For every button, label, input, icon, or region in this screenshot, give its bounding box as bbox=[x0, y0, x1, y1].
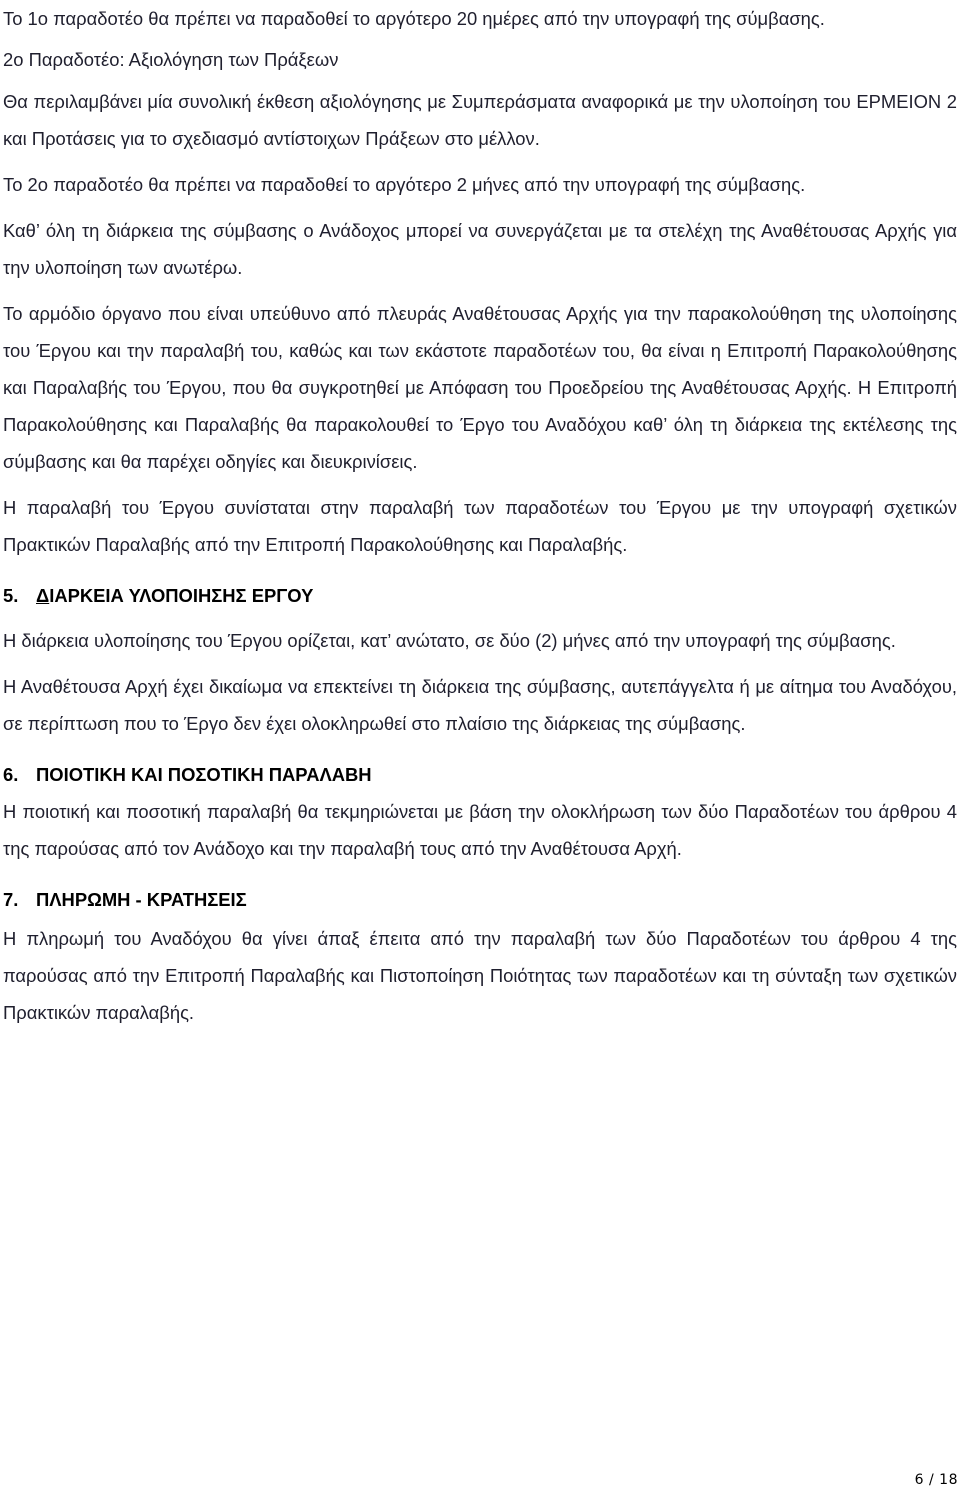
section-5-heading bbox=[3, 577, 957, 614]
section-7-title: ΠΛΗΡΩΜΗ - ΚΡΑΤΗΣΕΙΣ bbox=[36, 889, 247, 910]
paragraph-acceptance: Η παραλαβή του Έργου συνίσταται στην παραλαβή των παραδοτέων του Έργου με την υπογραφή σχετικών Πρακτικών Παραλαβής από την Επιτροπή Παρακολούθησης και Παραλαβής. bbox=[3, 497, 957, 555]
paragraph-deliverable-2-description: Θα περιλαμβάνει μία συνολική έκθεση αξιολόγησης με Συμπεράσματα αναφορικά με την υλοποίηση του ΕΡΜΕΙΟΝ 2 και Προτάσεις για το σχεδιασμό αντίστοιχων Πράξεων στο μέλλον. bbox=[3, 91, 957, 149]
section-6-number: 6. bbox=[3, 764, 19, 785]
paragraph-deliverable-2-deadline: Το 2ο παραδοτέο θα πρέπει να παραδοθεί το αργότερο 2 μήνες από την υπογραφή της σύμβασης. bbox=[3, 174, 806, 195]
section-6-title: ΠΟΙΟΤΙΚΗ ΚΑΙ ΠΟΣΟΤΙΚΗ ΠΑΡΑΛΑΒΗ bbox=[36, 764, 372, 785]
section-5-number: 5. bbox=[3, 585, 19, 606]
paragraph-deliverable-1-deadline: Το 1ο παραδοτέο θα πρέπει να παραδοθεί το αργότερο 20 ημέρες από την υπογραφή της σύμβασης. bbox=[3, 8, 825, 29]
paragraph-deliverable-2-title: 2ο Παραδοτέο: Αξιολόγηση των Πράξεων bbox=[3, 49, 339, 70]
section-5-title-initial: Δ bbox=[36, 585, 50, 606]
paragraph-cooperation: Καθ’ όλη τη διάρκεια της σύμβασης ο Ανάδοχος μπορεί να συνεργάζεται με τα στελέχη της Αναθέτουσας Αρχής για την υλοποίηση των ανωτέρω. bbox=[3, 220, 957, 278]
paragraph-quality-acceptance: Η ποιοτική και ποσοτική παραλαβή θα τεκμηριώνεται με βάση την ολοκλήρωση των δύο Παραδοτέων του άρθρου 4 της παρούσας από τον Ανάδοχο και την παραλαβή τους από την Αναθέτουσα Αρχή. bbox=[3, 801, 957, 859]
paragraph-monitoring-committee: Το αρμόδιο όργανο που είναι υπεύθυνο από πλευράς Αναθέτουσας Αρχής για την παρακολούθηση της υλοποίησης του Έργου και την παραλαβή του, καθώς και των εκάστοτε παραδοτέων του, θα είναι η Επιτροπή Παρακολούθησης και Παραλαβής του Έργου, που θα συγκροτηθεί με Απόφαση του Προεδρείου της Αναθέτουσας Αρχής. Η Επιτροπή Παρακολούθησης και Παραλαβής θα παρακολουθεί το Έργο του Αναδόχου καθ’ όλη τη διάρκεια της εκτέλεσης της σύμβασης και θα παρέχει οδηγίες και διευκρινίσεις. bbox=[3, 303, 957, 472]
section-6-heading bbox=[3, 756, 957, 793]
section-7-number: 7. bbox=[3, 889, 19, 910]
document-page bbox=[3, 0, 957, 1031]
page-number: 6 / 18 bbox=[914, 1472, 958, 1488]
paragraph-payment: Η πληρωμή του Αναδόχου θα γίνει άπαξ έπειτα από την παραλαβή των δύο Παραδοτέων του άρθρου 4 της παρούσας από την Επιτροπή Παραλαβής και Πιστοποίηση Ποιότητας των παραδοτέων και τη σύνταξη των σχετικών Πρακτικών παραλαβής. bbox=[3, 928, 957, 1023]
section-5-title: ΙΑΡΚΕΙΑ ΥΛΟΠΟΙΗΣΗΣ ΕΡΓΟΥ bbox=[49, 585, 314, 606]
section-7-heading bbox=[3, 881, 957, 918]
paragraph-duration: Η διάρκεια υλοποίησης του Έργου ορίζεται, κατ’ ανώτατο, σε δύο (2) μήνες από την υπογραφή της σύμβασης. bbox=[3, 630, 896, 651]
paragraph-extension: Η Αναθέτουσα Αρχή έχει δικαίωμα να επεκτείνει τη διάρκεια της σύμβασης, αυτεπάγγελτα ή με αίτημα του Αναδόχου, σε περίπτωση που το Έργο δεν έχει ολοκληρωθεί στο πλαίσιο της διάρκειας της σύμβασης. bbox=[3, 676, 957, 734]
